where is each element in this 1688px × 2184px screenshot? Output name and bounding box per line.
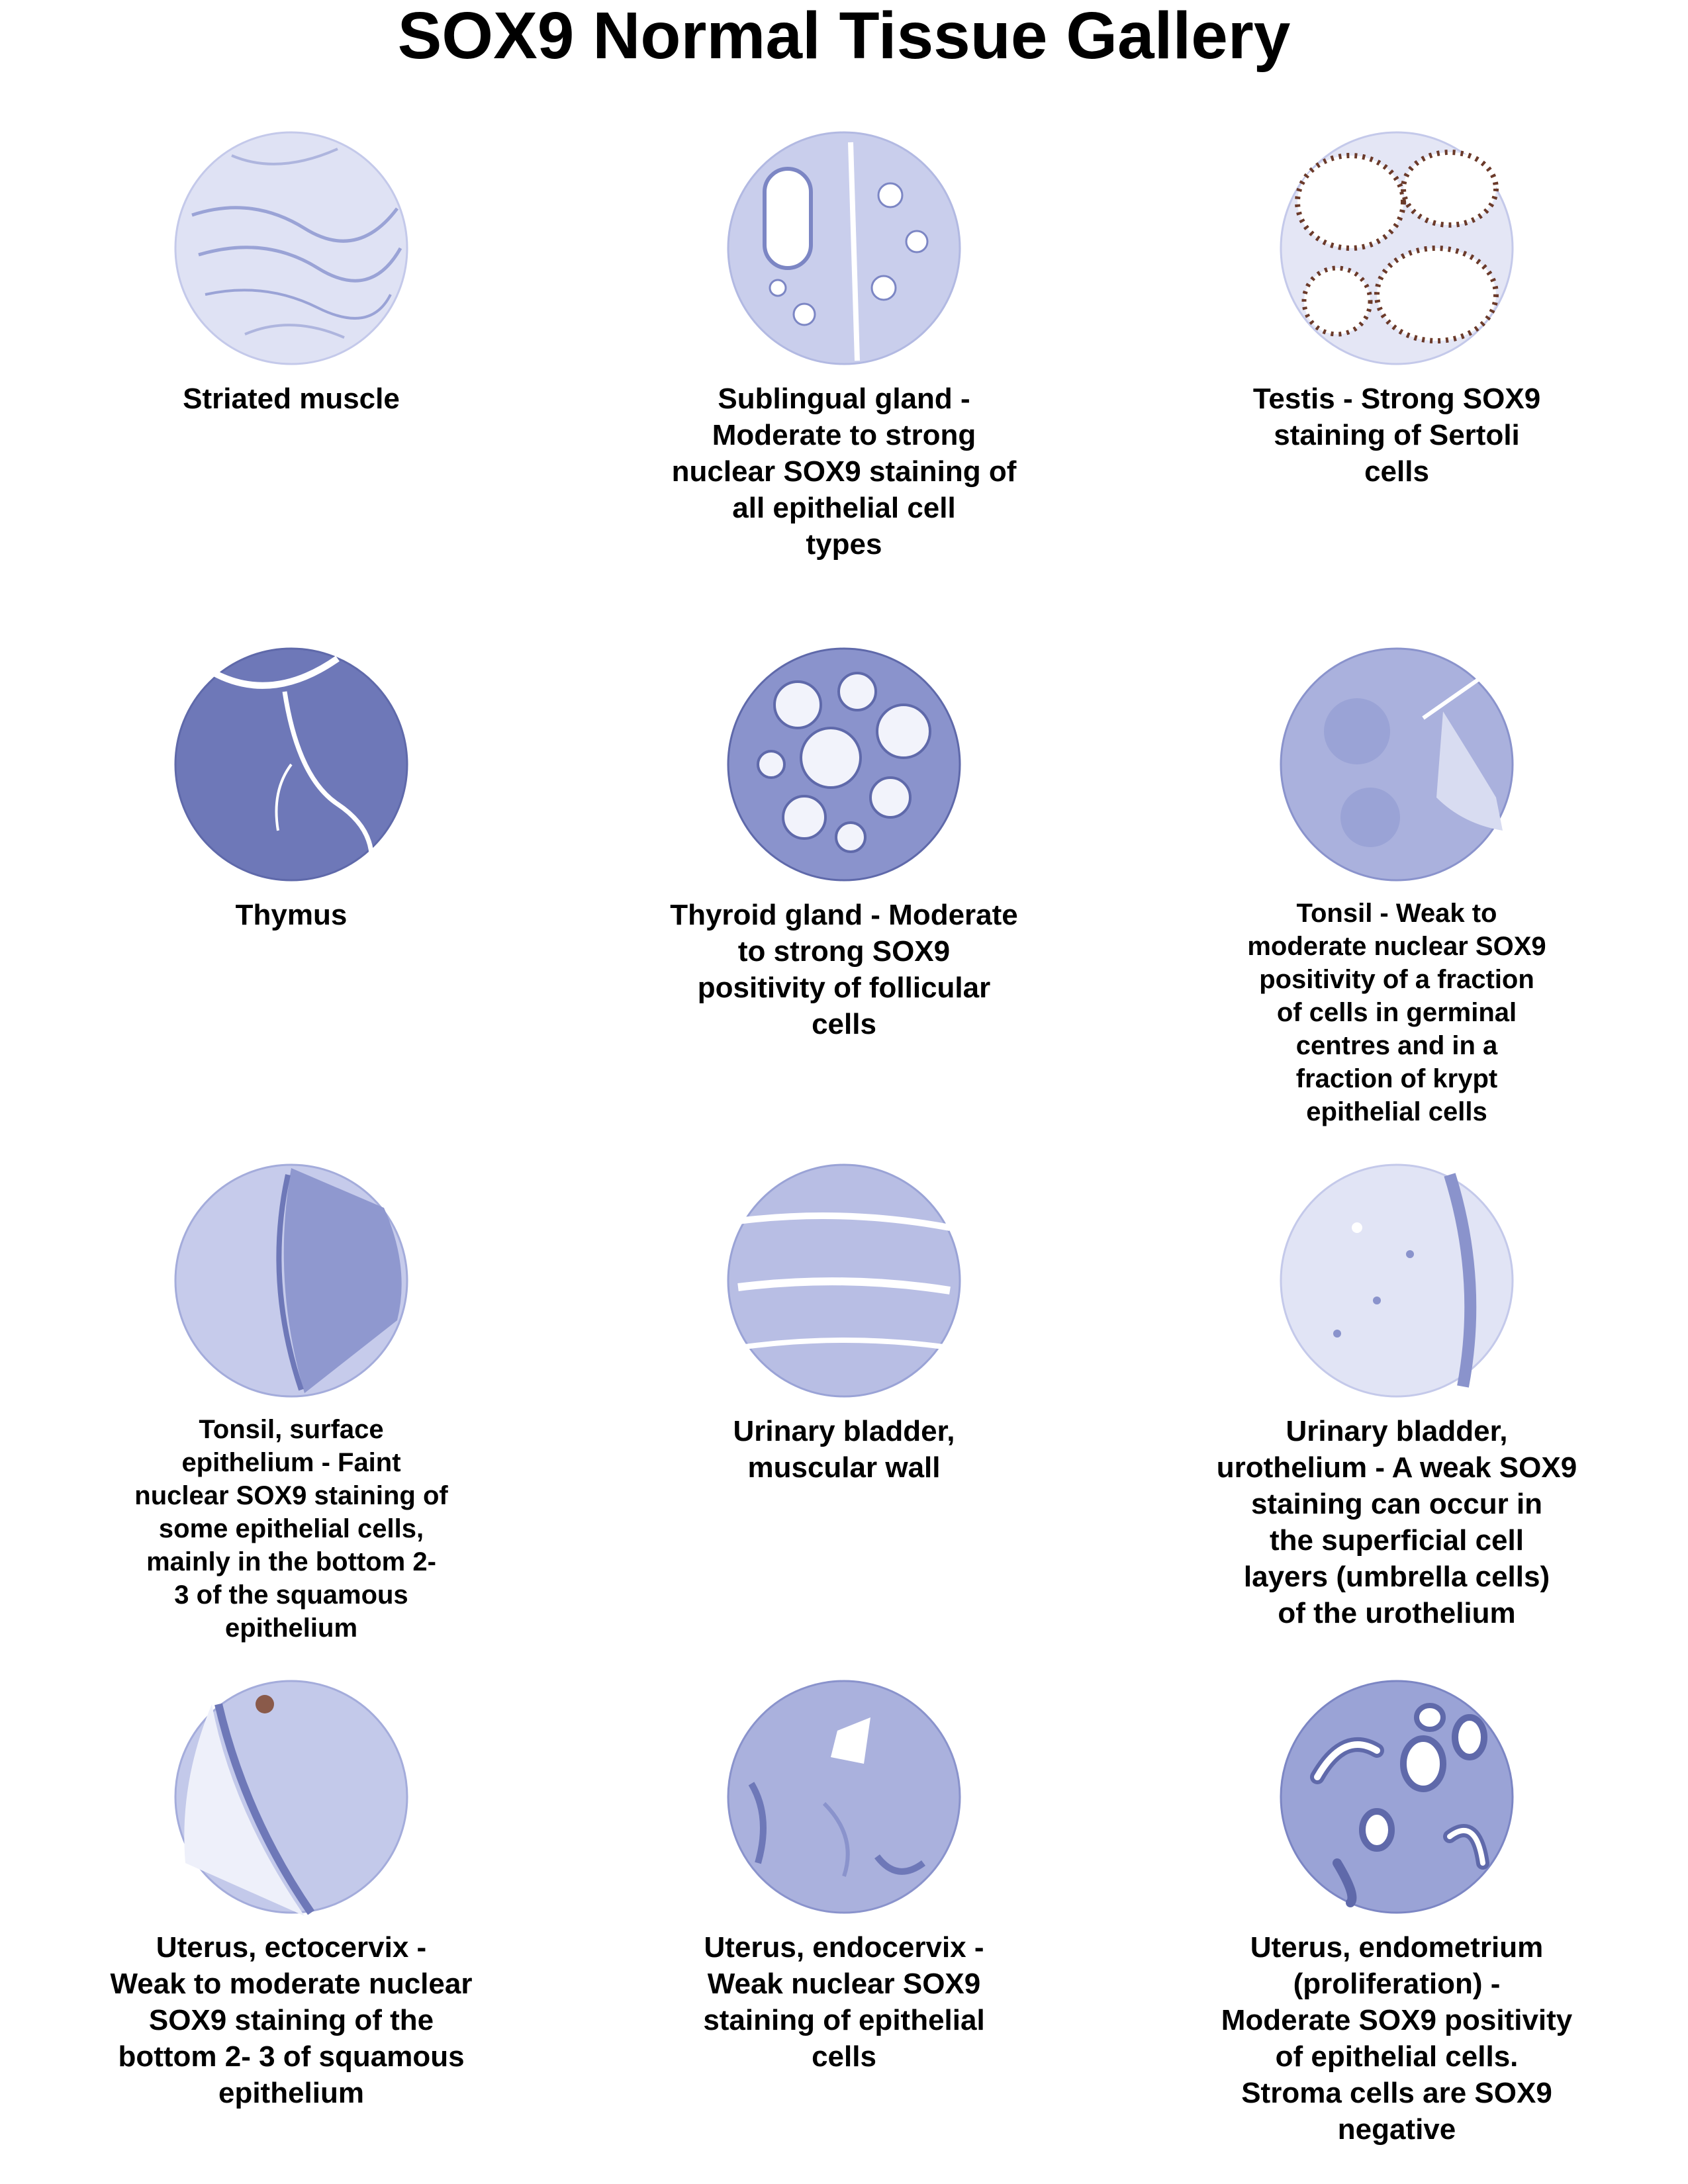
tile-caption: Urinary bladder, muscular wall	[733, 1415, 955, 1484]
tonsil-tissue-icon	[1278, 632, 1516, 897]
tile-caption: Urinary bladder, urothelium - A weak SOX9 staining can occur in the superficial cell layers (umbrella cells) of the urothelium	[1216, 1415, 1577, 1629]
tile-caption: Uterus, endocervix - Weak nuclear SOX9 staining of epithelial cells	[703, 1931, 985, 2073]
tile-caption: Uterus, endometrium (proliferation) - Moderate SOX9 positivity of epithelial cells. Stroma cells are SOX9 negative	[1221, 1931, 1573, 2146]
uterus-ectocervix-tissue-icon	[172, 1664, 410, 1929]
tile-caption: Tonsil, surface epithelium - Faint nuclear SOX9 staining of some epithelial cells, mainly in the bottom 2- 3 of the squamous epithelium	[134, 1415, 448, 1643]
thyroid-gland-tissue-icon	[725, 632, 963, 897]
tile-caption: Testis - Strong SOX9 staining of Sertoli cells	[1252, 383, 1541, 488]
tile-caption: Uterus, ectocervix - Weak to moderate nuclear SOX9 staining of the bottom 2- 3 of squamous epithelium	[110, 1931, 473, 2109]
tonsil-surface-epithelium-tissue-icon	[172, 1148, 410, 1413]
thymus-tissue-icon	[172, 632, 410, 897]
sublingual-gland-tissue-icon	[725, 116, 963, 381]
urinary-bladder-urothelium-tissue-icon	[1278, 1148, 1516, 1413]
page-title: SOX9 Normal Tissue Gallery	[397, 0, 1291, 73]
striated-muscle-tissue-icon	[172, 116, 410, 381]
tile-caption: Sublingual gland - Moderate to strong nuclear SOX9 staining of all epithelial cell types	[671, 383, 1017, 561]
tile-caption: Tonsil - Weak to moderate nuclear SOX9 positivity of a fraction of cells in germinal centres and in a fraction of krypt epithelial cells	[1247, 899, 1546, 1126]
uterus-endocervix-tissue-icon	[725, 1664, 963, 1929]
uterus-endometrium-tissue-icon	[1278, 1664, 1516, 1929]
tile-caption: Thyroid gland - Moderate to strong SOX9 positivity of follicular cells	[670, 899, 1018, 1040]
tile-caption: Thymus	[235, 899, 348, 931]
tile-caption: Striated muscle	[183, 383, 400, 415]
testis-tissue-icon	[1278, 116, 1516, 381]
urinary-bladder-muscular-wall-tissue-icon	[725, 1148, 963, 1413]
